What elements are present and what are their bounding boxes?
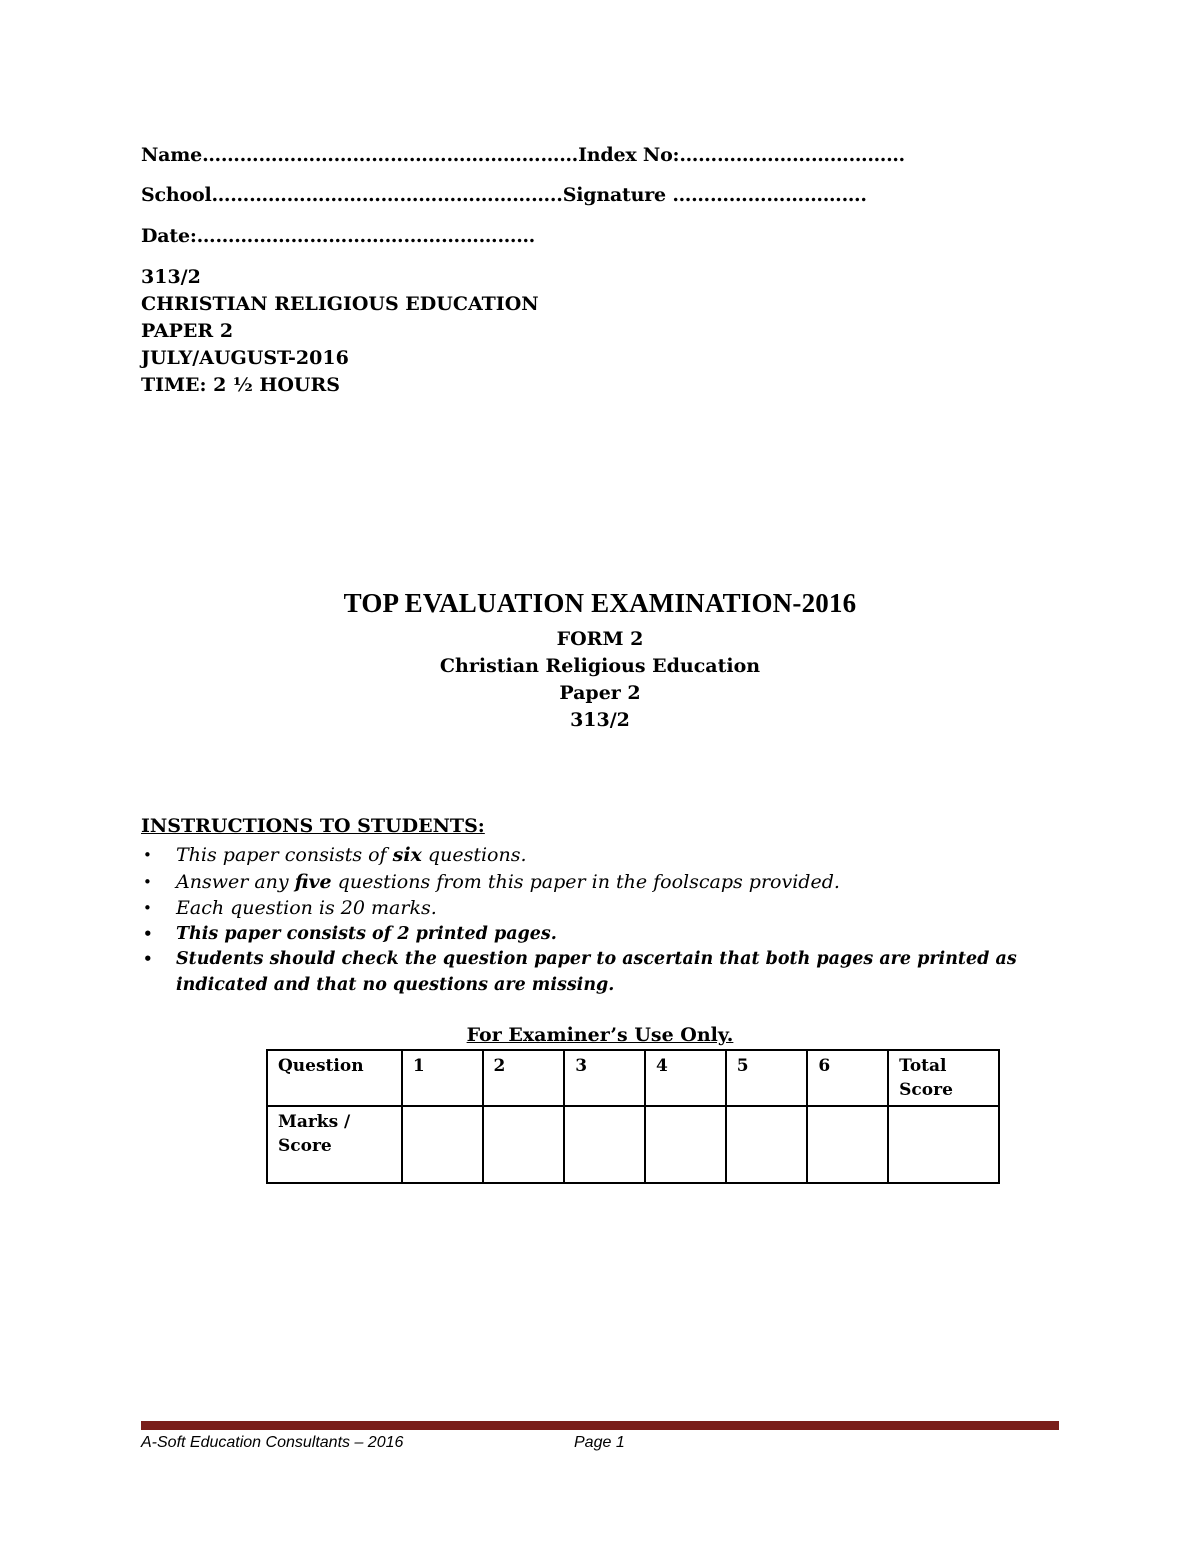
instruction-item: • This paper consists of six questions. (141, 842, 1061, 869)
table-cell: 1 (402, 1050, 483, 1106)
instruction-item: • Answer any five questions from this paper in the foolscaps provided. (141, 869, 1061, 896)
signature-label: Signature (562, 184, 666, 206)
examiner-score-table (266, 1049, 1000, 1184)
instructions-heading: INSTRUCTIONS TO STUDENTS: (141, 815, 485, 837)
footer-page-number: Page 1 (574, 1434, 625, 1451)
form-label: FORM 2 (556, 628, 644, 650)
bullet-icon: • (143, 950, 153, 968)
index-dots: ……………………………… (679, 144, 905, 166)
table-cell: Question (267, 1050, 402, 1106)
table-cell: Marks / Score (267, 1106, 402, 1183)
instruction-item: • Students should check the question paper to ascertain that both pages are printed as indicated and that no questions are missing. (143, 949, 1017, 995)
table-cell: Total Score (888, 1050, 999, 1106)
table-cell: 2 (483, 1050, 565, 1106)
date-line (141, 225, 535, 247)
score-cell[interactable] (645, 1106, 726, 1183)
paper-label: Paper 2 (559, 682, 641, 704)
score-cell[interactable] (483, 1106, 565, 1183)
bullet-icon: • (143, 899, 152, 917)
score-cell[interactable] (726, 1106, 808, 1183)
paper-number: PAPER 2 (141, 320, 234, 342)
code-label: 313/2 (570, 709, 630, 731)
table-cell: 4 (645, 1050, 726, 1106)
paper-subject: CHRISTIAN RELIGIOUS EDUCATION (141, 293, 539, 315)
name-dots: …………………………………………………… (202, 144, 579, 166)
bullet-icon: • (143, 924, 153, 943)
paper-code: 313/2 (141, 266, 201, 288)
score-cell[interactable] (402, 1106, 483, 1183)
name-line (141, 144, 905, 166)
score-cell[interactable] (807, 1106, 888, 1183)
name-label: Name (141, 144, 203, 166)
title-subblock (0, 626, 1200, 734)
footer-bar (141, 1421, 1059, 1430)
paper-session: JULY/AUGUST-2016 (141, 347, 349, 369)
paper-meta (141, 264, 539, 399)
table-header-row (267, 1050, 999, 1106)
score-cell[interactable] (564, 1106, 645, 1183)
school-dots: ……………………………………………….. (211, 184, 563, 206)
instructions-list (141, 842, 1061, 998)
instruction-item: • Each question is 20 marks. (141, 895, 1061, 922)
school-label: School (141, 184, 212, 206)
table-cell: 3 (564, 1050, 645, 1106)
school-line (141, 184, 867, 206)
index-label: Index No: (578, 144, 680, 166)
table-cell: 5 (726, 1050, 808, 1106)
footer-left: A-Soft Education Consultants – 2016 (141, 1434, 404, 1451)
paper-time: TIME: 2 ½ HOURS (141, 374, 341, 396)
examiner-caption: For Examiner’s Use Only. (466, 1024, 734, 1046)
date-dots: ……………………………………………… (196, 225, 536, 247)
date-label: Date: (141, 225, 197, 247)
bullet-icon: • (143, 846, 152, 864)
score-cell[interactable] (888, 1106, 999, 1183)
bullet-icon: • (143, 872, 152, 891)
instruction-item: • This paper consists of 2 printed pages. (141, 922, 1061, 948)
exam-title: TOP EVALUATION EXAMINATION-2016 (343, 588, 857, 618)
signature-dots: …………………………. (672, 184, 867, 206)
table-cell: 6 (807, 1050, 888, 1106)
table-marks-row (267, 1106, 999, 1183)
subject-label: Christian Religious Education (439, 655, 761, 677)
